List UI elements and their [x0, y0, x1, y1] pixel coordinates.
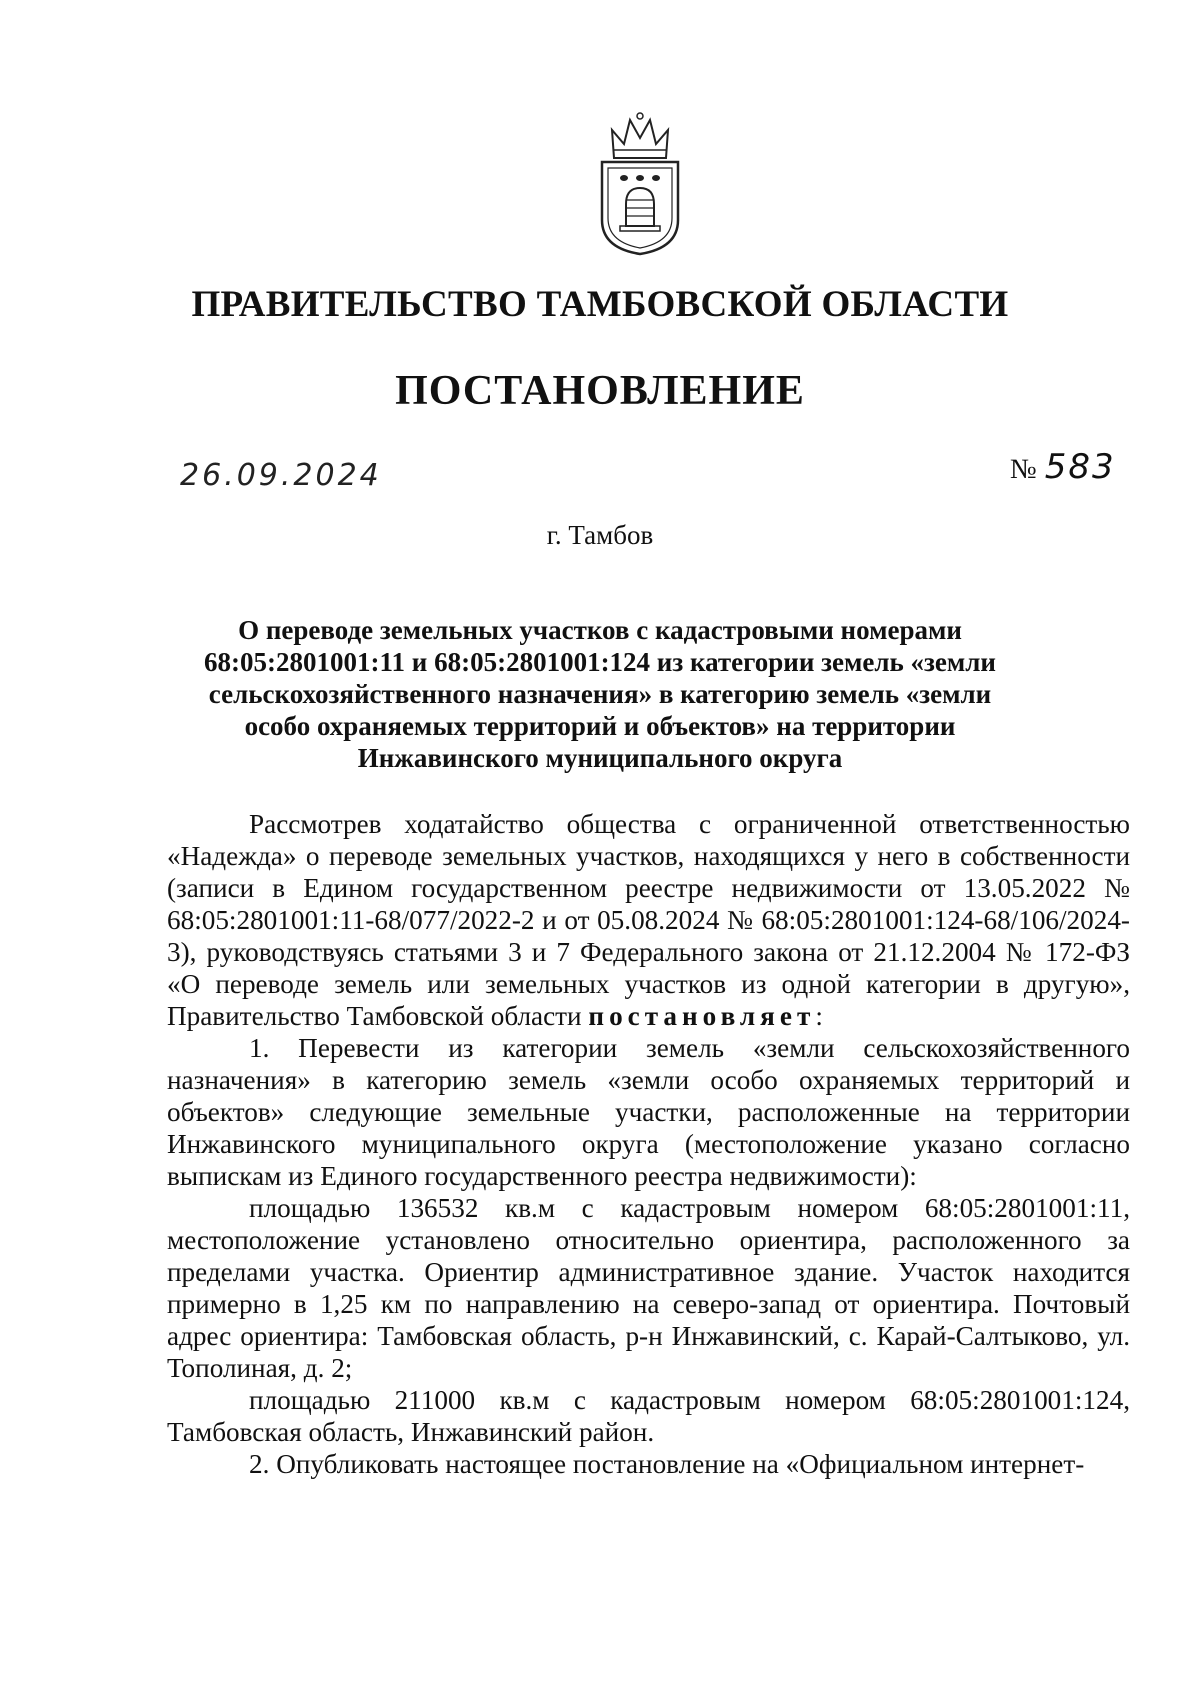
city: г. Тамбов: [546, 520, 654, 550]
paragraph-plot-1: площадью 136532 кв.м с кадастровым номером 68:05:2801001:11, местоположение установлено относительно ориентира, расположенного за пределами участка. Ориентир административное здание. Участок находится примерно в 1,25 км по направлению на северо-запад от ориентира. Почтовый адрес ориентира: Тамбовская область, р-н Инжавинский, с. Карай-Салтыково, ул. Тополиная, д. 2;: [167, 1193, 1130, 1383]
preamble-end: :: [815, 1001, 823, 1031]
document-number: [1010, 447, 1116, 487]
number-label: №: [1010, 454, 1037, 485]
number-value: 583: [1044, 447, 1116, 487]
government-title: ПРАВИТЕЛЬСТВО ТАМБОВСКОЙ ОБЛАСТИ: [191, 284, 1009, 325]
document-body: [167, 808, 1130, 1480]
paragraph-preamble: [167, 808, 1130, 1032]
decree-word: постановляет: [588, 1001, 816, 1031]
paragraph-item-2: 2. Опубликовать настоящее постановление на «Официальном интернет-: [249, 1449, 1085, 1479]
document-date: 26.09.2024: [180, 458, 382, 493]
document-type: ПОСТАНОВЛЕНИЕ: [395, 368, 805, 414]
document-subject: О переводе земельных участков с кадастровыми номерами 68:05:2801001:11 и 68:05:2801001:124 из категории земель «земли сельскохозяйственного назначения» в категорию земель «земли особо охраняемых территорий и объектов» на территории Инжавинского муниципального округа: [204, 615, 996, 773]
paragraph-item-1: 1. Перевести из категории земель «земли сельскохозяйственного назначения» в категорию земель «земли особо охраняемых территорий и объектов» следующие земельные участки, расположенные на территории Инжавинского муниципального округа (местоположение указано согласно выпискам из Единого государственного реестра недвижимости):: [167, 1033, 1130, 1191]
preamble-text: Рассмотрев ходатайство общества с ограниченной ответственностью «Надежда» о переводе земельных участков, находящихся у него в собственности (записи в Едином государственном реестре недвижимости от 13.05.2022 № 68:05:2801001:11-68/077/2022-2 и от 05.08.2024 № 68:05:2801001:124-68/106/2024-3), руководствуясь статьями 3 и 7 Федерального закона от 21.12.2004 № 172-ФЗ «О переводе земель или земельных участков из одной категории в другую», Правительство Тамбовской области: [167, 809, 1130, 1031]
paragraph-plot-2: площадью 211000 кв.м с кадастровым номером 68:05:2801001:124, Тамбовская область, Инжавинский район.: [167, 1385, 1130, 1447]
tambov-coat-of-arms-icon: [590, 108, 690, 258]
